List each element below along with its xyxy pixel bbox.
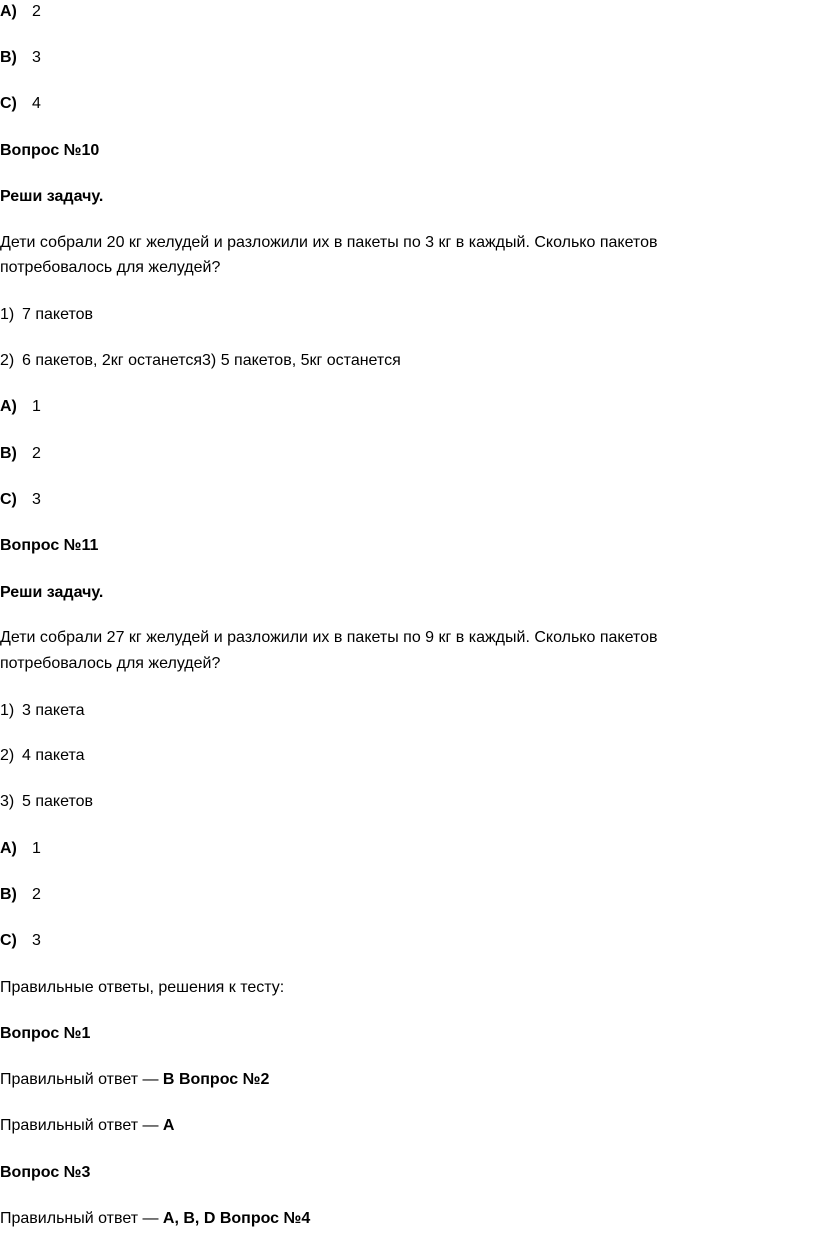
- answer-value: A, B, D: [162, 1210, 216, 1227]
- question-title: Вопрос №10: [0, 142, 100, 159]
- answer-num: 3): [0, 793, 15, 810]
- option-value: 3: [32, 932, 41, 949]
- answer-prefix: Правильный ответ —: [0, 1071, 159, 1088]
- question-instruction: Реши задачу.: [0, 584, 104, 601]
- question-text-line: потребовалось для желудей?: [0, 655, 221, 672]
- option-a: [0, 838, 41, 860]
- option-label: A): [0, 398, 17, 415]
- option-a: [0, 396, 41, 418]
- option-value: 3: [32, 49, 41, 66]
- option-value: 2: [32, 3, 41, 20]
- option-label: B): [0, 886, 17, 903]
- option-label: C): [0, 932, 17, 949]
- answer-num: 1): [0, 702, 15, 719]
- option-value: 4: [32, 95, 41, 112]
- option-value: 2: [32, 445, 41, 462]
- answer-item: [0, 791, 93, 813]
- option-b: [0, 47, 41, 69]
- option-label: C): [0, 95, 17, 112]
- answer-value: B: [162, 1071, 175, 1088]
- answer-num: 1): [0, 306, 15, 323]
- answer-item: [0, 304, 93, 326]
- answer-text: 6 пакетов, 2кг останется3) 5 пакетов, 5кг останется: [22, 352, 401, 369]
- question-text-line: Дети собрали 20 кг желудей и разложили их в пакеты по 3 кг в каждый. Сколько пакетов: [0, 234, 658, 251]
- answer-item: [0, 350, 401, 372]
- option-c: [0, 489, 41, 511]
- option-label: A): [0, 840, 17, 857]
- answer-num: 2): [0, 352, 15, 369]
- option-value: 3: [32, 491, 41, 508]
- option-c: [0, 93, 41, 115]
- solution-q2-answer: [0, 1115, 174, 1137]
- answer-text: 5 пакетов: [22, 793, 93, 810]
- solutions-heading: Правильные ответы, решения к тесту:: [0, 979, 285, 996]
- solution-q3-answer: [0, 1208, 310, 1230]
- option-b: [0, 443, 41, 465]
- option-value: 2: [32, 886, 41, 903]
- question-title: Вопрос №11: [0, 537, 99, 554]
- answer-value: A: [162, 1117, 175, 1134]
- answer-text: 3 пакета: [22, 702, 85, 719]
- question-instruction: Реши задачу.: [0, 188, 104, 205]
- option-a: [0, 1, 41, 23]
- solution-q4-title: Вопрос №4: [219, 1210, 311, 1227]
- question-text-line: Дети собрали 27 кг желудей и разложили их в пакеты по 9 кг в каждый. Сколько пакетов: [0, 629, 658, 646]
- option-c: [0, 930, 41, 952]
- option-label: B): [0, 49, 17, 66]
- option-label: B): [0, 445, 17, 462]
- option-value: 1: [32, 398, 41, 415]
- option-b: [0, 884, 41, 906]
- solution-q3-title: Вопрос №3: [0, 1164, 91, 1181]
- answer-item: [0, 700, 85, 722]
- solution-q1-title: Вопрос №1: [0, 1025, 91, 1042]
- answer-prefix: Правильный ответ —: [0, 1117, 159, 1134]
- answer-prefix: Правильный ответ —: [0, 1210, 159, 1227]
- solution-q2-title: Вопрос №2: [178, 1071, 270, 1088]
- answer-item: [0, 745, 85, 767]
- option-label: C): [0, 491, 17, 508]
- answer-num: 2): [0, 747, 15, 764]
- answer-text: 7 пакетов: [22, 306, 93, 323]
- option-label: A): [0, 3, 17, 20]
- question-text-line: потребовалось для желудей?: [0, 259, 221, 276]
- answer-text: 4 пакета: [22, 747, 85, 764]
- option-value: 1: [32, 840, 41, 857]
- solution-q1-answer: [0, 1069, 269, 1091]
